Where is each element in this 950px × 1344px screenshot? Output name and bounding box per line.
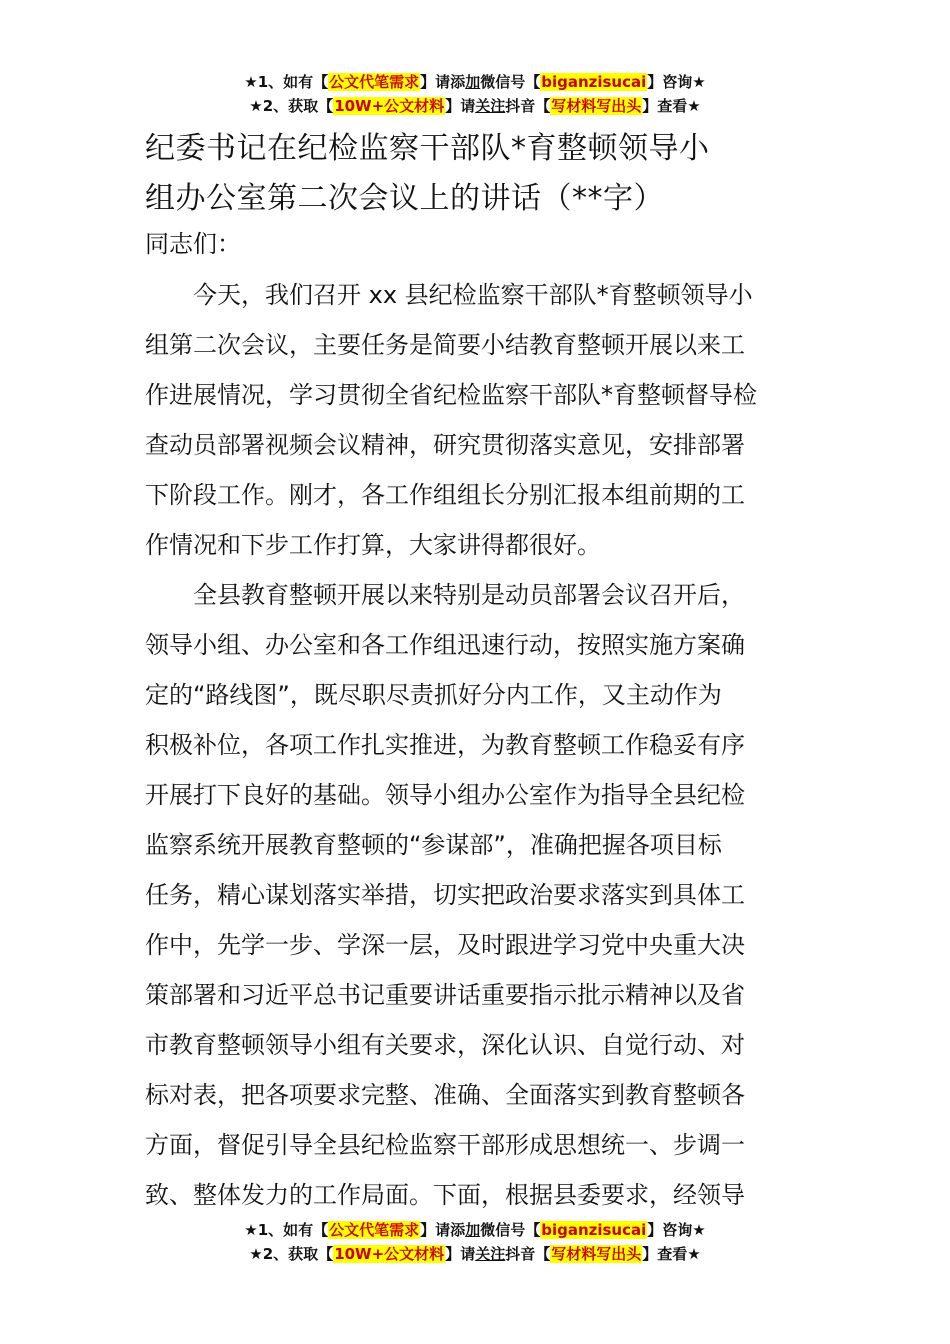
promo-text: 】请 <box>445 1245 476 1263</box>
promo-text: 】查看★ <box>642 97 701 115</box>
paragraph-2-line: 全县教育整顿开展以来特别是动员部署会议召开后， <box>193 581 745 609</box>
promo-line-2 <box>0 94 950 118</box>
paragraph-1-line: 作进展情况，学习贯彻全省纪检监察干部队*育整顿督导检 <box>145 381 757 409</box>
promo-highlight-materials: 10W+公文材料 <box>334 1245 445 1263</box>
paragraph-2-line: 开展打下良好的基础。领导小组办公室作为指导全县纪检 <box>145 781 745 809</box>
paragraph-2-line: 标对表，把各项要求完整、准确、全面落实到教育整顿各 <box>145 1081 745 1109</box>
document-title <box>145 124 825 224</box>
paragraph-2-line: 市教育整顿领导小组有关要求，深化认识、自觉行动、对 <box>145 1031 745 1059</box>
promo-text: 微信号【 <box>480 73 541 91</box>
promo-text: 抖音【 <box>505 97 551 115</box>
paragraph-2-line: 定的“路线图”，既尽职尽责抓好分内工作，又主动作为 <box>145 681 722 709</box>
promo-text: 】请添 <box>420 73 466 91</box>
paragraph-2-line: 监察系统开展教育整顿的“参谋部”，准确把握各项目标 <box>145 831 722 859</box>
promo-footer <box>0 1218 950 1266</box>
promo-line-1 <box>0 1218 950 1242</box>
promo-highlight-service: 公文代笔需求 <box>329 1221 420 1239</box>
promo-underline: 关注 <box>475 97 506 115</box>
promo-text: ★1、如有【 <box>244 73 329 91</box>
promo-underline: 关注 <box>475 1245 506 1263</box>
promo-highlight-materials: 10W+公文材料 <box>334 97 445 115</box>
paragraph-2-line: 方面，督促引导全县纪检监察干部形成思想统一、步调一 <box>145 1131 745 1159</box>
title-line: 纪委书记在纪检监察干部队*育整顿领导小 <box>145 131 710 166</box>
promo-text: 】咨询★ <box>647 73 706 91</box>
paragraph-2-line: 致、整体发力的工作局面。下面，根据县委要求，经领导 <box>145 1181 745 1209</box>
promo-underline: 加 <box>465 73 481 91</box>
promo-text: 抖音【 <box>505 1245 551 1263</box>
promo-text: 】请添 <box>420 1221 466 1239</box>
promo-text: 】查看★ <box>642 1245 701 1263</box>
promo-text: ★1、如有【 <box>244 1221 329 1239</box>
paragraph-1-line: 下阶段工作。刚才，各工作组组长分别汇报本组前期的工 <box>145 481 745 509</box>
paragraph-2-line: 领导小组、办公室和各工作组迅速行动，按照实施方案确 <box>145 631 745 659</box>
paragraph-1-line: 组第二次会议，主要任务是简要小结教育整顿开展以来工 <box>145 331 745 359</box>
document-body <box>145 270 811 1220</box>
promo-line-2 <box>0 1242 950 1266</box>
promo-highlight-wechat-id: biganzisucai <box>541 73 647 91</box>
promo-header <box>0 70 950 118</box>
paragraph-2-line: 任务，精心谋划落实举措，切实把政治要求落实到具体工 <box>145 881 745 909</box>
promo-highlight-service: 公文代笔需求 <box>329 73 420 91</box>
promo-underline: 加 <box>465 1221 481 1239</box>
promo-text: 】咨询★ <box>647 1221 706 1239</box>
promo-highlight-douyin: 写材料写出头 <box>551 97 642 115</box>
paragraph-2-line: 作中，先学一步、学深一层，及时跟进学习党中央重大决 <box>145 931 745 959</box>
promo-text: 】请 <box>445 97 476 115</box>
paragraph-1-line: 作情况和下步工作打算，大家讲得都很好。 <box>145 531 601 559</box>
greeting: 同志们： <box>145 230 241 258</box>
promo-text: 微信号【 <box>480 1221 541 1239</box>
paragraph-1-line: 今天，我们召开 xx 县纪检监察干部队*育整顿领导小 <box>193 281 753 309</box>
promo-text: ★2、获取【 <box>249 1245 334 1263</box>
promo-highlight-douyin: 写材料写出头 <box>551 1245 642 1263</box>
paragraph-2-line: 积极补位，各项工作扎实推进，为教育整顿工作稳妥有序 <box>145 731 745 759</box>
promo-line-1 <box>0 70 950 94</box>
paragraph-2-line: 策部署和习近平总书记重要讲话重要指示批示精神以及省 <box>145 981 745 1009</box>
title-line: 组办公室第二次会议上的讲话（**字） <box>145 181 664 216</box>
paragraph-1-line: 查动员部署视频会议精神，研究贯彻落实意见，安排部署 <box>145 431 745 459</box>
promo-text: ★2、获取【 <box>249 97 334 115</box>
promo-highlight-wechat-id: biganzisucai <box>541 1221 647 1239</box>
